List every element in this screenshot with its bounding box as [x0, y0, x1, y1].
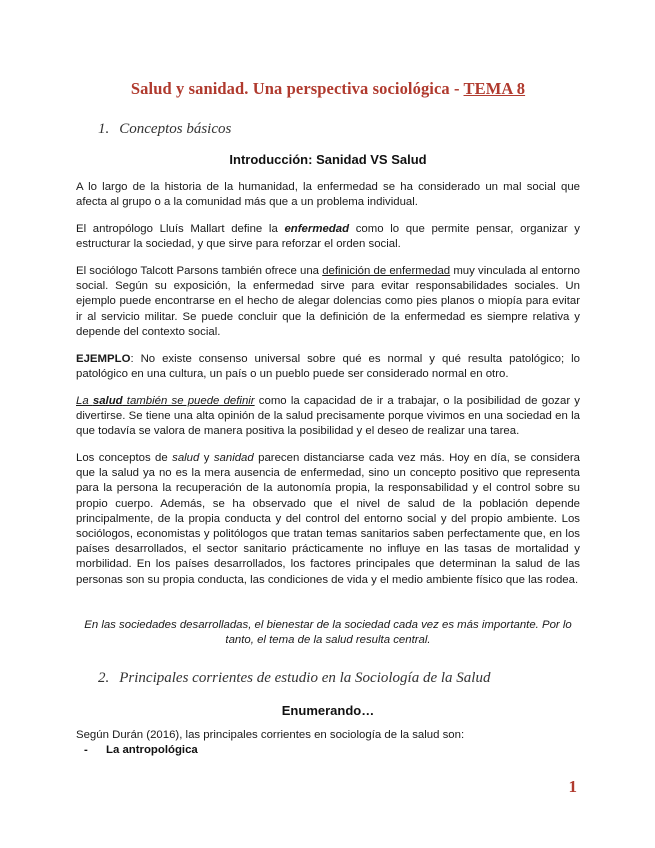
title-main: Salud y sanidad. Una perspectiva sociológica - — [130, 79, 464, 98]
paragraph-6-mid: y — [199, 452, 214, 464]
term-sanidad: sanidad — [213, 452, 254, 464]
paragraph-6-post: parecen distanciarse cada vez más. Hoy en día, se considera que la salud ya no es la mera ausencia de enfermedad, sino un concepto positivo que representa para la persona la recuperación de la autonomía propia, la responsabilidad y el control sobre su propio cuerpo. Además, se ha observado que el nivel de salud de la población depende principalmente, de la propia conducta y del control del entorno social y del propio ambiente. Los sociólogos, economistas y politólogos que tratan temas sanitarios saben perfectamente que, en los países desarrollados, el sector sanitario prácticamente no influye en las tasas de mortalidad y morbilidad. En los países desarrollados, los factores principales que determinan la salud de las personas son su propia conducta, las condiciones de vida y el medio ambiente físico que las rodea. — [76, 452, 580, 586]
paragraph-2-pre: El antropólogo Lluís Mallart define la — [76, 223, 285, 235]
definition-link[interactable]: definición de enfermedad — [322, 265, 451, 277]
section-1-label: Conceptos básicos — [119, 121, 232, 137]
page-number: 1 — [568, 777, 577, 796]
salud-bold: salud — [92, 395, 123, 407]
highlight-quote: En las sociedades desarrolladas, el bienestar de la sociedad cada vez es más importante. Por lo tanto, el tema de la salud resulta central. — [84, 619, 572, 647]
salud-la: La — [76, 395, 93, 407]
document-title — [76, 79, 580, 99]
list-item — [84, 744, 198, 756]
paragraph-3-pre: El sociólogo Talcott Parsons también ofrece una — [76, 265, 323, 277]
paragraph-5-post: como la capacidad de ir a trabajar, o la posibilidad de gozar y divertirse. Se tiene una alta opinión de la salud precisamente porque vivimos en una sociedad en la que todavía se valora de manera positiva la posibilidad y el deseo de realizar una tarea. — [76, 395, 580, 438]
section-1-number: 1. — [98, 121, 110, 137]
paragraph-2 — [76, 222, 580, 252]
subheading-intro: Introducción: Sanidad VS Salud — [229, 152, 427, 167]
salud-def: también se puede definir — [122, 395, 255, 407]
term-salud: salud — [172, 452, 200, 464]
paragraph-example — [76, 352, 580, 382]
example-text: : No existe consenso universal sobre qué es normal y qué resulta patológico; lo patológico en una cultura, un país o un pueblo puede ser considerado normal en otro. — [76, 353, 580, 381]
paragraph-3-post: muy vinculada al entorno social. Según su exposición, la enfermedad sirve para evitar responsabilidades sociales. Un ejemplo puede encontrarse en el hecho de alegar dolencias como pies planos o miopía para evitar ir al servicio militar. Se puede concluir que la definición de la enfermedad es siempre relativa y depende del contexto social. — [76, 265, 580, 338]
paragraph-3 — [76, 264, 580, 340]
title-tag-link[interactable]: TEMA 8 — [463, 79, 526, 98]
paragraph-2-emphasis: enfermedad — [284, 223, 350, 235]
paragraph-6 — [76, 451, 580, 588]
section-heading-1 — [98, 121, 231, 138]
paragraph-6-pre: Los conceptos de — [76, 452, 173, 464]
paragraph-5 — [76, 394, 580, 440]
example-label: EJEMPLO — [76, 353, 131, 365]
paragraph-2-post: como lo que permite pensar, organizar y estructurar la sociedad, y que sirve para reforzar el orden social. — [76, 223, 580, 251]
section-2-label: Principales corrientes de estudio en la Sociología de la Salud — [119, 670, 491, 686]
paragraph-1: A lo largo de la historia de la humanidad, la enfermedad se ha considerado un mal social que afecta al grupo o a la comunidad más que a un problema individual. — [76, 181, 580, 209]
subheading-enumerando: Enumerando… — [281, 703, 375, 718]
list-item-label: La antropológica — [106, 744, 198, 756]
salud-definition-link[interactable] — [76, 395, 255, 407]
paragraph-8: Según Durán (2016), las principales corrientes en sociología de la salud son: — [76, 729, 465, 741]
list-bullet: - — [84, 744, 88, 756]
section-heading-2 — [98, 670, 490, 687]
section-2-number: 2. — [98, 670, 110, 686]
